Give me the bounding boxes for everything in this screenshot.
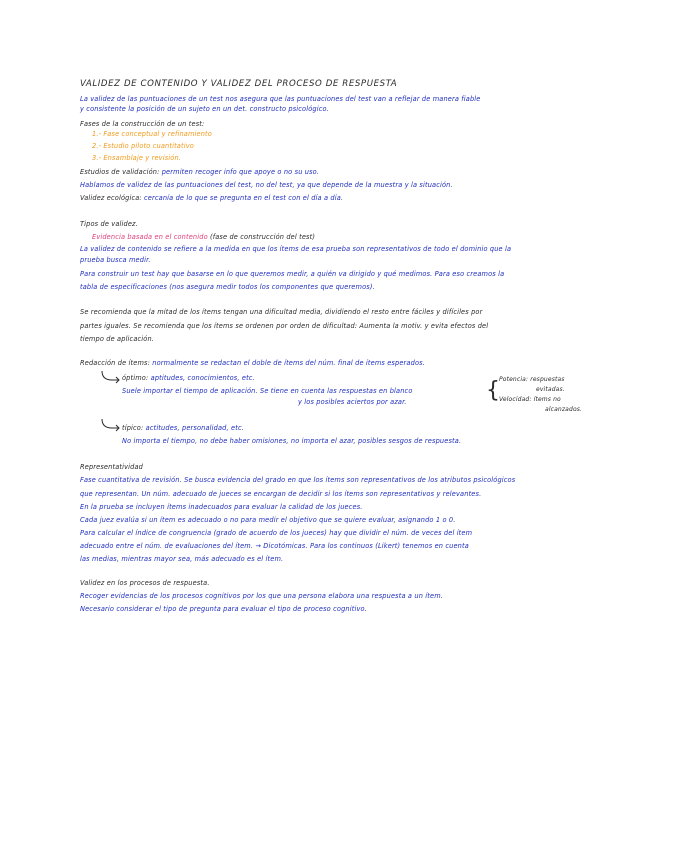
brace-note-1: Potencia: respuestas — [499, 376, 565, 383]
phase-2: 2.- Estudio piloto cuantitativo — [92, 142, 194, 150]
items-writing-text: normalmente se redactan el doble de ítems del núm. final de ítems esperados. — [152, 359, 425, 367]
recommendation-line-3: tiempo de aplicación. — [80, 335, 155, 343]
content-line-1: La validez de contenido se refiere a la medida en que los ítems de esa prueba son representativos de todo el dominio que la — [80, 245, 512, 253]
phases-heading: Fases de la construcción de un test: — [80, 120, 205, 128]
phase-3: 3.- Ensamblaje y revisión. — [92, 154, 182, 162]
optimo-label: óptimo: — [122, 374, 149, 382]
optimo-line — [122, 374, 255, 383]
phase-1: 1.- Fase conceptual y refinamiento — [92, 130, 212, 138]
representativity-line-5: Para calcular el índice de congruencia (grado de acuerdo de los jueces) hay que dividir el núm. de veces del ítem — [80, 529, 473, 537]
optimo-arrow-icon — [100, 370, 122, 384]
items-writing-label: Redacción de ítems: — [80, 359, 150, 367]
optimo-text: aptitudes, conocimientos, etc. — [150, 374, 255, 382]
tipico-line — [122, 424, 244, 433]
representativity-heading: Representatividad — [80, 463, 144, 471]
ecological-line — [80, 194, 343, 203]
tipico-text: actitudes, personalidad, etc. — [145, 424, 244, 432]
validity-line: Hablamos de validez de las puntuaciones del test, no del test, ya que depende de la muestra y la situación. — [80, 181, 453, 189]
intro-line-1: La validez de las puntuaciones de un test nos asegura que las puntuaciones del test van a reflejar de manera fiable — [80, 95, 481, 103]
tipico-label: típico: — [122, 424, 144, 432]
representativity-line-2: que representan. Un núm. adecuado de jueces se encargan de decidir si los ítems son representativos y relevantes. — [80, 490, 482, 498]
content-line-3: Para construir un test hay que basarse en lo que queremos medir, a quién va dirigido y qué medimos. Para eso creamos la — [80, 270, 505, 278]
tipico-arrow-icon — [100, 418, 122, 432]
optimo-line-2: Suele importar el tiempo de aplicación. Se tiene en cuenta las respuestas en blanco — [122, 387, 413, 395]
recommendation-line-2: partes iguales. Se recomienda que los ítems se ordenen por orden de dificultad: Aumenta la motiv. y evita efectos del — [80, 322, 489, 330]
validation-studies-label: Estudios de validación: — [80, 168, 160, 176]
recommendation-line-1: Se recomienda que la mitad de los ítems tengan una dificultad media, dividiendo el resto entre fáciles y difíciles por — [80, 308, 483, 316]
validation-studies-text: permiten recoger info que apoye o no su uso. — [161, 168, 320, 176]
content-evidence-line — [92, 233, 315, 242]
brace-note-4: alcanzados. — [545, 406, 583, 413]
content-evidence-note: (fase de construcción del test) — [210, 233, 316, 241]
title-text: VALIDEZ DE CONTENIDO Y VALIDEZ DEL PROCESO DE RESPUESTA — [80, 79, 398, 89]
representativity-line-7: las medias, mientras mayor sea, más adecuado es el ítem. — [80, 555, 284, 563]
optimo-line-3: y los posibles aciertos por azar. — [298, 398, 407, 406]
items-writing-line — [80, 359, 425, 368]
representativity-line-1: Fase cuantitativa de revisión. Se busca evidencia del grado en que los ítems son representativos de los atributos psicológicos — [80, 476, 516, 484]
page-title — [80, 79, 397, 90]
process-line-2: Necesario considerar el tipo de pregunta para evaluar el tipo de proceso cognitivo. — [80, 605, 367, 613]
intro-line-2: y consistente la posición de un sujeto en un det. constructo psicológico. — [80, 105, 329, 113]
tipico-line-2: No importa el tiempo, no debe haber omisiones, no importa el azar, posibles sesgos de respuesta. — [122, 437, 462, 445]
types-heading: Tipos de validez. — [80, 220, 138, 228]
validation-studies-line — [80, 168, 319, 177]
content-line-4: tabla de especificaciones (nos asegura medir todos los componentes que queremos). — [80, 283, 375, 291]
ecological-text: cercanía de lo que se pregunta en el test con el día a día. — [144, 194, 344, 202]
representativity-line-4: Cada juez evalúa si un ítem es adecuado o no para medir el objetivo que se quiere evaluar, asignando 1 o 0. — [80, 516, 456, 524]
representativity-line-6: adecuado entre el núm. de evaluaciones del ítem. → Dicotómicas. Para los continuos (Likert) tenemos en cuenta — [80, 542, 469, 550]
brace-note-2: evitadas. — [536, 386, 565, 393]
brace-icon: { — [486, 378, 500, 403]
process-line-1: Recoger evidencias de los procesos cognitivos por los que una persona elabora una respuesta a un ítem. — [80, 592, 444, 600]
content-evidence-label: Evidencia basada en el contenido — [92, 233, 208, 241]
content-line-2: prueba busca medir. — [80, 256, 151, 264]
representativity-line-3: En la prueba se incluyen ítems inadecuados para evaluar la calidad de los jueces. — [80, 503, 363, 511]
ecological-label: Validez ecológica: — [80, 194, 142, 202]
process-heading: Validez en los procesos de respuesta. — [80, 579, 210, 587]
brace-note-3: Velocidad: ítems no — [499, 396, 561, 403]
